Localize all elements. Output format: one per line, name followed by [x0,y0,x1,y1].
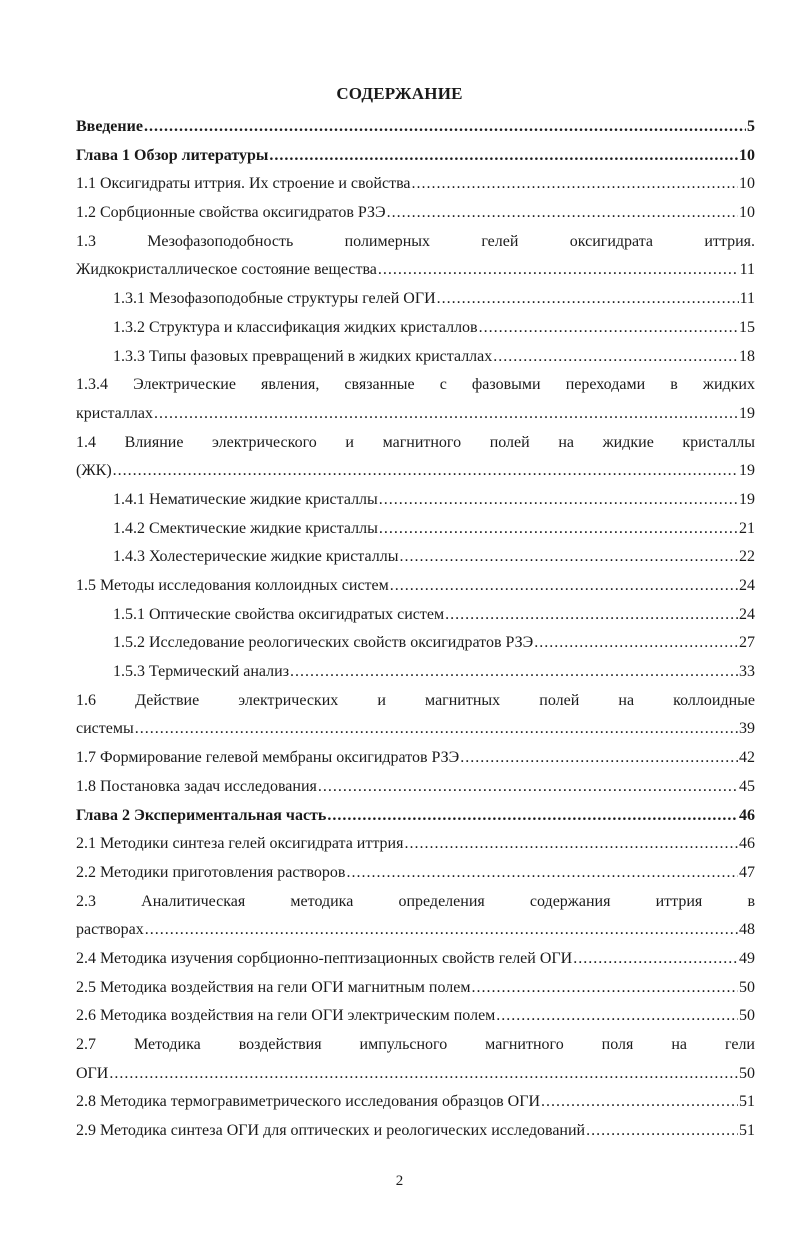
toc-page-number: 47 [739,863,755,881]
toc-entry-1-3-3[interactable] [113,343,755,372]
dot-leader [135,715,738,744]
toc-entry-text: 2.9 Методика синтеза ОГИ для оптических и реологических исследований [76,1122,586,1140]
toc-page-number: 50 [739,978,755,996]
toc-page-number: 15 [739,318,755,336]
dot-leader [412,170,738,199]
toc-page-number: 18 [739,347,755,365]
toc-entry-2-1[interactable] [76,830,755,859]
toc-page-number: 24 [739,605,755,623]
toc-entry-1-3-2[interactable] [113,314,755,343]
dot-leader [471,974,738,1003]
toc-page-number: 21 [739,519,755,537]
dot-leader [479,314,738,343]
dot-leader [109,1060,738,1089]
toc-entry-1-4-1[interactable] [113,486,755,515]
toc-entry-text: 1.5 Методы исследования коллоидных систем [76,577,389,594]
toc-entry-1-6[interactable] [76,687,755,744]
toc-entry-2-8[interactable] [76,1088,755,1117]
toc-page-number: 46 [739,806,755,824]
page-number: 2 [395,1173,404,1189]
dot-leader [437,285,739,314]
dot-leader [113,457,738,486]
dot-leader [404,830,738,859]
toc-entry-1-2[interactable] [76,199,755,228]
toc-entry-text-line1: 2.7 Методика воздействия импульсного магнитного поля на гели [76,1036,755,1053]
toc-page-number: 51 [739,1093,755,1111]
toc-entry-chapter-1[interactable] [76,142,755,171]
toc-entry-text-line2: (ЖК) [76,462,112,480]
toc-page-number: 51 [739,1122,755,1140]
toc-entry-text-line2: Жидкокристаллическое состояние вещества [76,261,377,279]
toc-page-number: 11 [739,261,755,279]
toc-entry-text: 2.6 Методика воздействия на гели ОГИ электрическим полем [76,1007,496,1025]
toc-entry-1-3[interactable] [76,228,755,285]
toc-page-number: 50 [739,1007,755,1025]
toc-page-number: 46 [739,835,755,853]
toc-entry-text: Введение [76,118,143,135]
toc-entry-text: 2.2 Методики приготовления растворов [76,863,346,881]
toc-entry-1-7[interactable] [76,744,755,773]
toc-entry-text: 2.4 Методика изучения сорбционно-пептизационных свойств гелей ОГИ [76,949,573,967]
toc-entry-text: 1.4.2 Смектические жидкие кристаллы [113,519,378,537]
dot-leader [378,256,739,285]
toc-entry-text: 1.3.3 Типы фазовых превращений в жидких кристаллах [113,347,493,365]
dot-leader [290,658,738,687]
toc-entry-text-line1: 1.4 Влияние электрического и магнитного полей на жидкие кристаллы [76,433,755,451]
toc-entry-text: 1.5.3 Термический анализ [113,663,290,681]
dot-leader [573,945,738,974]
toc-entry-chapter-2[interactable] [76,802,755,831]
toc-entry-text: 1.5.2 Исследование реологических свойств оксигидратов РЗЭ [113,634,534,652]
toc-entry-1-3-1[interactable] [113,285,755,314]
toc-entry-2-2[interactable] [76,859,755,888]
toc-page-number: 27 [739,634,755,652]
dot-leader [145,916,738,945]
toc-page-number: 45 [739,777,755,795]
toc-entry-1-4-3[interactable] [113,543,755,572]
toc-entry-1-4[interactable] [76,429,755,486]
toc-entry-text: 1.7 Формирование гелевой мембраны оксигидратов РЗЭ [76,749,460,767]
dot-leader [460,744,738,773]
toc-entry-1-1[interactable] [76,170,755,199]
toc-entry-1-4-2[interactable] [113,515,755,544]
toc-page-number: 42 [739,749,755,767]
toc-entry-text-line1: 1.3 Мезофазоподобность полимерных гелей оксигидрата иттрия. [76,232,755,250]
toc-entry-text-line1: 2.3 Аналитическая методика определения содержания иттрия в [76,892,755,910]
toc-page-number: 39 [739,720,755,738]
page-title: СОДЕРЖАНИЕ [336,84,463,103]
toc-entry-2-6[interactable] [76,1002,755,1031]
toc-entry-text-line2: кристаллах [76,404,153,422]
dot-leader [399,543,738,572]
toc-entry-text-line2: системы [76,720,134,738]
toc-entry-text: 1.1 Оксигидраты иттрия. Их строение и свойства [76,175,411,193]
toc-entry-text-line2: ОГИ [76,1064,109,1082]
toc-entry-text: 1.4.1 Нематические жидкие кристаллы [113,490,378,508]
toc-entry-2-5[interactable] [76,974,755,1003]
toc-entry-1-3-4[interactable] [76,371,755,428]
dot-leader [496,1002,738,1031]
toc-entry-text: 1.4.3 Холестерические жидкие кристаллы [113,548,399,566]
toc-entry-1-5-3[interactable] [113,658,755,687]
dot-leader [318,773,738,802]
dot-leader [541,1088,738,1117]
toc-entry-text: 1.3.1 Мезофазоподобные структуры гелей ОГИ [113,290,436,308]
dot-leader [534,629,738,658]
dot-leader [493,343,738,372]
dot-leader [387,199,738,228]
toc-page-number: 19 [739,490,755,508]
dot-leader [586,1117,738,1146]
toc-entry-text: 2.1 Методики синтеза гелей оксигидрата иттрия [76,835,404,853]
toc-entry-introduction[interactable] [76,113,755,142]
toc-entry-text-line1: 1.3.4 Электрические явления, связанные с фазовыми переходами в жидких [76,376,755,394]
toc-page-number: 11 [739,290,755,308]
toc-entry-text: 2.5 Методика воздействия на гели ОГИ магнитным полем [76,978,471,996]
toc-page-number: 33 [739,663,755,681]
toc-entry-2-9[interactable] [76,1117,755,1146]
toc-entry-1-5-2[interactable] [113,629,755,658]
dot-leader [154,400,738,429]
dot-leader [144,113,746,142]
toc-entry-1-8[interactable] [76,773,755,802]
table-of-contents [76,113,755,1146]
toc-entry-text: 1.8 Постановка задач исследования [76,777,317,795]
dot-leader [390,572,738,601]
toc-entry-text: 1.2 Сорбционные свойства оксигидратов РЗЭ [76,204,386,222]
toc-entry-text-line2: растворах [76,921,144,939]
toc-entry-1-5-1[interactable] [113,601,755,630]
toc-entry-text: Глава 2 Экспериментальная часть [76,806,327,824]
toc-page-number: 49 [739,949,755,967]
toc-page-number: 19 [739,404,755,422]
toc-page-number: 19 [739,462,755,480]
dot-leader [327,802,738,831]
toc-entry-text: 1.5.1 Оптические свойства оксигидратых систем [113,605,445,623]
toc-page-number: 5 [747,118,755,135]
toc-entry-text: Глава 1 Обзор литературы [76,146,269,164]
toc-page-number: 10 [739,204,755,222]
toc-entry-2-3[interactable] [76,888,755,945]
dot-leader [346,859,738,888]
toc-entry-2-7[interactable] [76,1031,755,1088]
toc-page-number: 48 [739,921,755,939]
toc-page-number: 50 [739,1064,755,1082]
toc-entry-text: 1.3.2 Структура и классификация жидких кристаллов [113,318,478,336]
toc-entry-text: 2.8 Методика термогравиметрического исследования образцов ОГИ [76,1093,541,1111]
toc-entry-2-4[interactable] [76,945,755,974]
toc-page-number: 22 [739,548,755,566]
toc-page-number: 10 [739,146,755,164]
dot-leader [445,601,738,630]
dot-leader [379,515,738,544]
dot-leader [269,142,738,171]
dot-leader [379,486,738,515]
toc-page-number: 24 [739,577,755,594]
toc-page-number: 10 [739,175,755,193]
toc-entry-1-5[interactable] [76,572,755,601]
toc-entry-text-line1: 1.6 Действие электрических и магнитных полей на коллоидные [76,691,755,709]
